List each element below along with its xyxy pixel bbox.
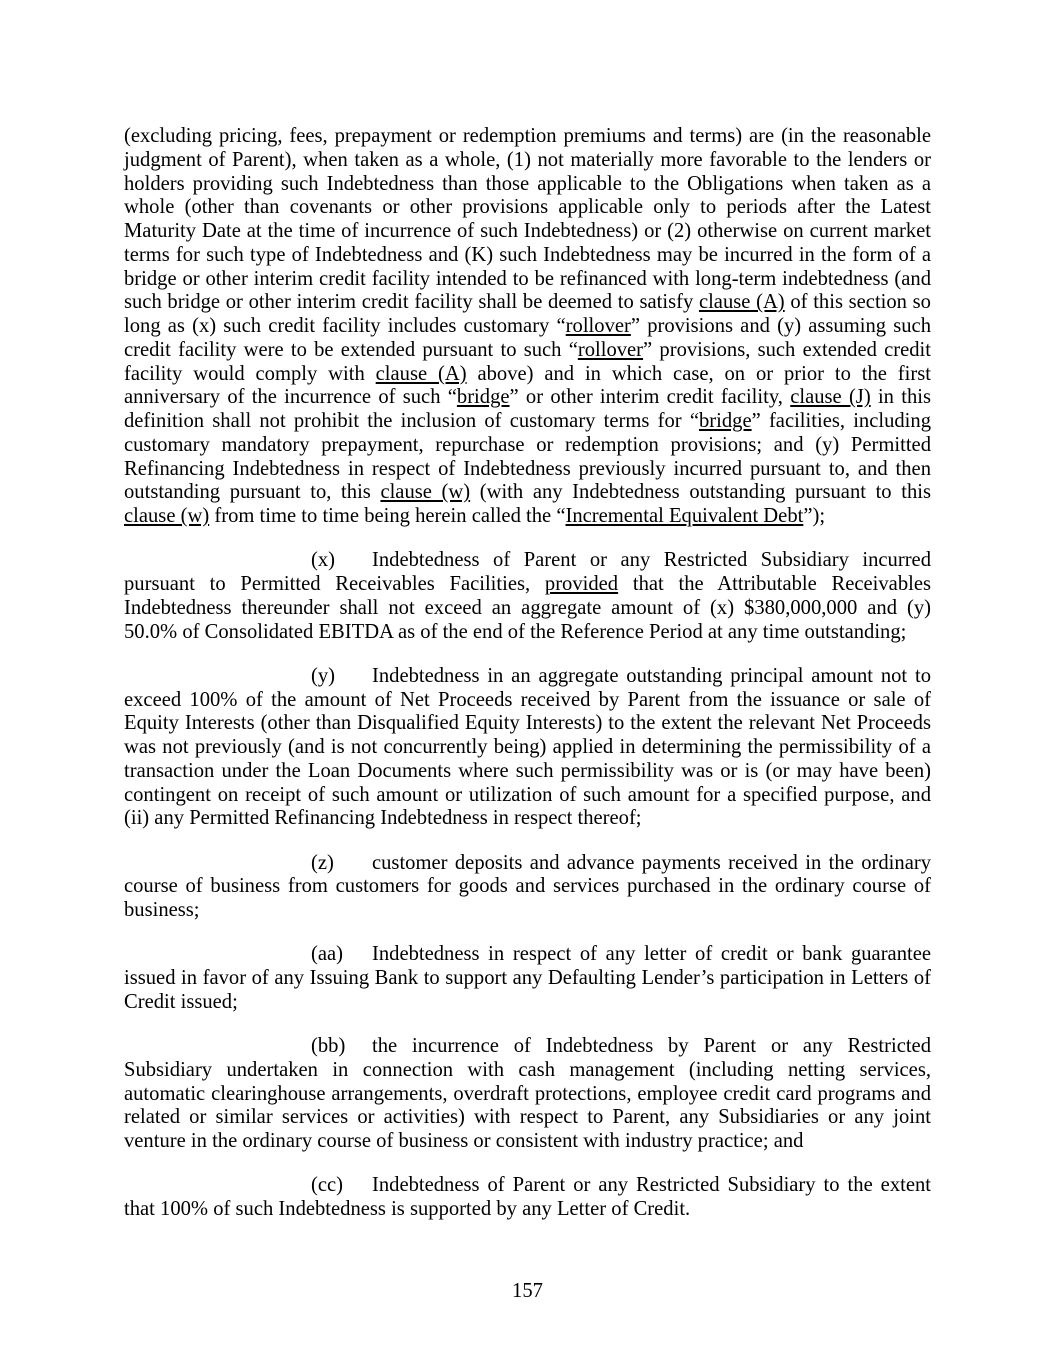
clause-paragraph (124, 549, 931, 644)
defined-term-reference: clause (A) (375, 362, 467, 385)
text-run: ” provisions, such extended credit facility would comply with (124, 338, 931, 385)
clause-label: (aa) (311, 943, 343, 966)
clause-paragraph (124, 665, 931, 831)
text-run: ” provisions and (y) assuming such credit facility were to be extended pursuant to such “ (124, 315, 931, 361)
defined-term-reference: rollover (577, 338, 644, 361)
defined-term-reference: clause (w) (380, 481, 471, 504)
page-number: 157 (512, 1280, 543, 1302)
text-run: of this section so long as (x) such credit facility includes customary “ (124, 291, 931, 337)
defined-term-reference: clause (J) (790, 386, 871, 409)
text-run: ” facilities, including customary mandatory prepayment, repurchase or redemption provisions; and (y) Permitted Refinancing Indebtedness in respect of Indebtedness previously incurred pursuant to, and then outstanding pursuant to, this (124, 410, 931, 504)
clause-label: (bb) (311, 1035, 346, 1057)
document-body (124, 125, 931, 1242)
clause-label: (cc) (311, 1174, 343, 1197)
text-run: Indebtedness in respect of any letter of credit or bank guarantee issued in favor of any Issuing Bank to support any Defaulting Lender’s participation in Letters of Credit issued; (124, 943, 931, 1013)
text-run: (with any Indebtedness outstanding pursuant to this (470, 481, 931, 504)
clause-paragraph (124, 1035, 931, 1154)
text-run: Indebtedness in an aggregate outstanding principal amount not to exceed 100% of the amount of Net Proceeds received by Parent from the issuance or sale of Equity Interests (other than Disqualified Equity Interests) to the extent the relevant Net Proceeds was not previously (and is not concurrently being) applied in determining the permissibility of a transaction under the Loan Documents where such permissibility was or is (or may have been) contingent on receipt of such amount or utilization of such amount for a specified purpose, and (ii) any Permitted Refinancing Indebtedness in respect thereof; (124, 664, 931, 830)
defined-term-reference: bridge (698, 410, 752, 432)
text-run: customer deposits and advance payments received in the ordinary course of business from customers for goods and services purchased in the ordinary course of business; (124, 851, 931, 921)
clause-label: (y) (311, 664, 336, 687)
clause-paragraph (124, 852, 931, 923)
defined-term-reference: Incremental Equivalent Debt (565, 505, 804, 527)
text-run: (excluding pricing, fees, prepayment or redemption premiums and terms) are (in the reasonable judgment of Parent), when taken as a whole, (1) not materially more favorable to the lenders or holders providing such Indebtedness than those applicable to the Obligations when taken as a whole (other than covenants or other provisions applicable only to periods after the Latest Maturity Date at the time of incurrence of such Indebtedness) or (2) otherwise on current market terms for such type of Indebtedness and (K) such Indebtedness may be incurred in the form of a bridge or other interim credit facility intended to be refinanced with long-term indebtedness (and such bridge or other interim credit facility shall be deemed to satisfy (124, 125, 931, 314)
clause-label: (z) (311, 851, 334, 874)
text-run: ”); (803, 505, 826, 527)
clause-label: (x) (311, 549, 336, 572)
text-run: above) and in which case, on or prior to the first anniversary of the incurrence of such “ (124, 362, 931, 409)
defined-term-reference: rollover (565, 315, 631, 337)
text-run: the incurrence of Indebtedness by Parent or any Restricted Subsidiary undertaken in connection with cash management (including netting services, automatic clearinghouse arrangements, overdraft protections, employee credit card programs and related or similar services or activities) with respect to Parent, any Subsidiaries or any joint venture in the ordinary course of business or consistent with industry practice; and (124, 1035, 931, 1152)
defined-term-reference: clause (w) (124, 505, 210, 527)
defined-term-reference: provided (544, 573, 619, 595)
defined-term-reference: clause (A) (698, 291, 785, 314)
text-run: Indebtedness of Parent or any Restricted Subsidiary to the extent that 100% of such Indebtedness is supported by any Letter of Credit. (124, 1174, 931, 1220)
text-run: from time to time being herein called the “ (209, 505, 566, 527)
text-run: in this definition shall not prohibit the inclusion of customary terms for “ (124, 386, 931, 432)
defined-term-reference: bridge (456, 386, 510, 409)
clause-paragraph (124, 943, 931, 1014)
text-run: ” or other interim credit facility, (509, 386, 791, 409)
text-run: that the Attributable Receivables Indebtedness thereunder shall not exceed an aggregate amount of (x) $380,000,000 and (y) 50.0% of Consolidated EBITDA as of the end of the Reference Period at any time outstanding; (124, 573, 932, 643)
continued-paragraph (124, 125, 931, 529)
text-run: Indebtedness of Parent or any Restricted Subsidiary incurred pursuant to Permitted Receivables Facilities, (124, 549, 931, 595)
clause-paragraph (124, 1174, 931, 1222)
